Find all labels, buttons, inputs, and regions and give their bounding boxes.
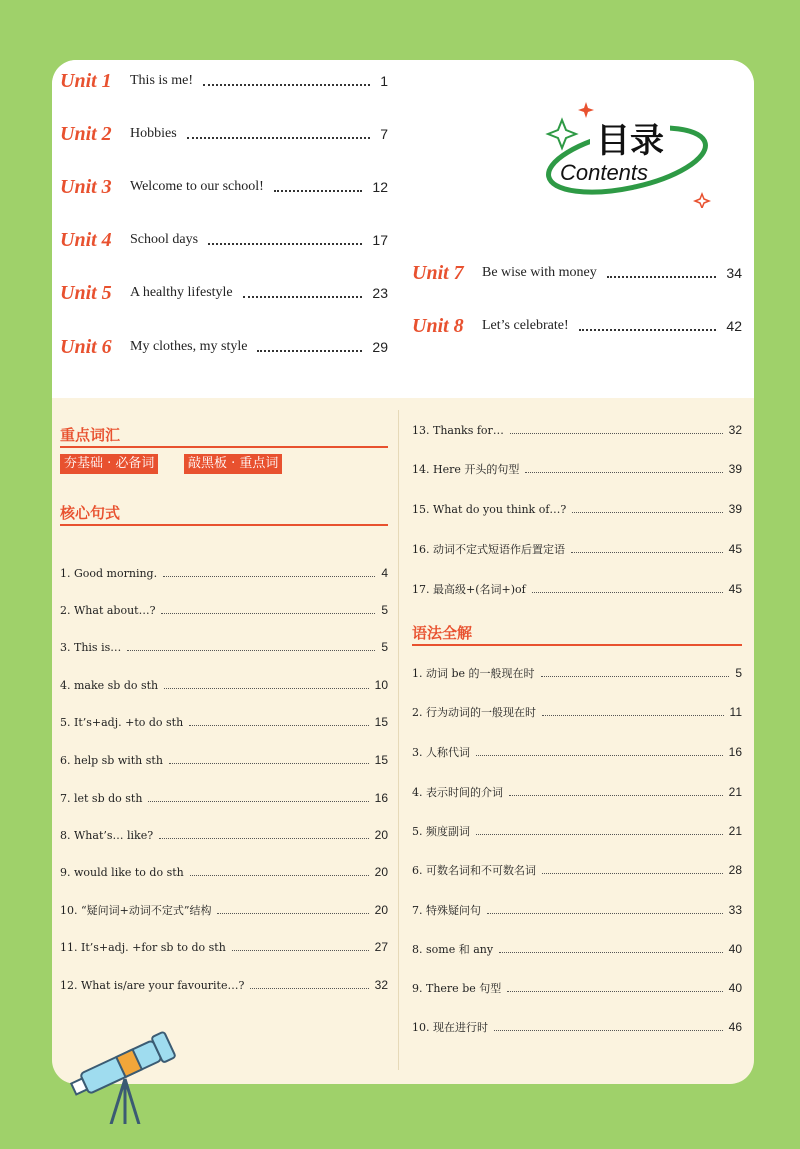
leader-dots [161,613,375,614]
item-text: 3. 人称代词 [412,746,470,759]
toc-item[interactable] [412,782,742,802]
item-text: 10. “疑问词+动词不定式”结构 [60,904,212,917]
leader-dots [607,276,717,278]
leader-dots [250,988,368,989]
toc-item[interactable] [60,825,388,845]
item-text: 1. 动词 be 的一般现在时 [412,667,535,680]
toc-item[interactable] [412,539,742,559]
column-divider [398,410,399,1070]
leader-dots [476,755,723,756]
item-page: 40 [728,981,742,995]
unit-title: Hobbies [130,126,177,141]
toc-item[interactable] [60,788,388,808]
toc-item[interactable] [412,499,742,519]
item-text: 5. 频度副词 [412,825,470,838]
grammar-rule [412,644,742,646]
unit-entry[interactable] [60,174,388,200]
item-page: 5 [735,666,742,680]
leader-dots [542,873,723,874]
item-page: 5 [381,640,388,654]
toc-item[interactable] [412,1017,742,1037]
item-page: 4 [381,566,388,580]
unit-label: Unit 2 [60,122,112,145]
unit-title: A healthy lifestyle [130,285,233,300]
unit-page: 42 [726,318,742,334]
telescope-icon [60,1004,190,1124]
item-text: 9. would like to do sth [60,865,184,879]
item-page: 5 [381,603,388,617]
item-page: 21 [728,824,742,838]
unit-label: Unit 4 [60,228,112,251]
leader-dots [571,552,723,553]
item-text: 13. Thanks for… [412,423,504,437]
leader-dots [541,676,730,677]
grammar-heading: 语法全解 [412,624,473,642]
leader-dots [217,913,368,914]
unit-page: 12 [372,179,388,195]
item-text: 11. It’s+adj. +for sb to do sth [60,940,226,954]
toc-item[interactable] [60,675,388,695]
item-page: 21 [728,785,742,799]
item-page: 11 [729,705,742,719]
item-text: 8. What’s… like? [60,828,154,842]
leader-dots [190,875,369,876]
contents-logo [542,98,712,208]
unit-entry[interactable] [412,313,742,339]
item-text: 8. some 和 any [412,943,494,956]
unit-page: 29 [372,339,388,355]
item-text: 3. This is… [60,640,122,654]
leader-dots [163,576,375,577]
leader-dots [542,715,724,716]
toc-item[interactable] [60,563,388,583]
item-text: 17. 最高级+(名词+)of [412,583,526,596]
item-text: 6. 可数名词和不可数名词 [412,864,536,877]
unit-entry[interactable] [412,260,742,286]
item-page: 45 [728,582,742,596]
item-page: 20 [374,903,388,917]
unit-title: Be wise with money [482,265,597,280]
item-page: 20 [374,865,388,879]
item-text: 10. 现在进行时 [412,1021,488,1034]
vocab-rule [60,446,388,448]
leader-dots [487,913,723,914]
unit-entry[interactable] [60,121,388,147]
toc-item[interactable] [412,939,742,959]
item-text: 12. What is/are your favourite…? [60,978,245,992]
logo-en-text: Contents [559,160,649,185]
vocab-tag-basic[interactable]: 夯基础 · 必备词 [60,454,158,474]
unit-entry[interactable] [60,334,388,360]
toc-item[interactable] [60,712,388,732]
unit-label: Unit 3 [60,175,112,198]
toc-item[interactable] [60,862,388,882]
toc-item[interactable] [412,821,742,841]
item-page: 33 [728,903,742,917]
unit-title: Let’s celebrate! [482,318,569,333]
unit-title: Welcome to our school! [130,179,264,194]
vocab-tag-key[interactable]: 敲黑板 · 重点词 [184,454,282,474]
unit-label: Unit 8 [412,314,464,337]
leader-dots [476,834,723,835]
toc-item[interactable] [60,937,388,957]
unit-label: Unit 6 [60,335,112,358]
toc-item[interactable] [60,637,388,657]
item-page: 39 [728,462,742,476]
item-text: 6. help sb with sth [60,753,163,767]
item-page: 45 [728,542,742,556]
unit-page: 17 [372,232,388,248]
leader-dots [499,952,723,953]
leader-dots [164,688,368,689]
unit-label: Unit 1 [60,69,112,92]
item-page: 28 [728,863,742,877]
leader-dots [579,329,717,331]
item-page: 46 [728,1020,742,1034]
leader-dots [203,84,370,86]
toc-item[interactable] [412,900,742,920]
item-text: 5. It’s+adj. +to do sth [60,715,184,729]
item-page: 32 [374,978,388,992]
item-page: 15 [374,715,388,729]
toc-item[interactable] [412,579,742,599]
contents-card [52,60,754,1084]
item-text: 2. 行为动词的一般现在时 [412,706,536,719]
item-text: 9. There be 句型 [412,982,502,995]
item-page: 16 [374,791,388,805]
leader-dots [232,950,369,951]
toc-item[interactable] [412,702,742,722]
leader-dots [159,838,369,839]
unit-label: Unit 5 [60,281,112,304]
leader-dots [208,243,362,245]
unit-page: 34 [726,265,742,281]
leader-dots [507,991,722,992]
leader-dots [257,350,362,352]
item-text: 4. make sb do sth [60,678,159,692]
leader-dots [572,512,722,513]
unit-page: 7 [380,126,388,142]
leader-dots [243,296,363,298]
unit-title: This is me! [130,73,193,88]
item-page: 39 [728,502,742,516]
item-page: 16 [728,745,742,759]
core-rule [60,524,388,526]
item-text: 7. let sb do sth [60,791,143,805]
toc-item[interactable] [60,975,388,995]
item-text: 14. Here 开头的句型 [412,463,520,476]
unit-page: 1 [380,73,388,89]
vocab-heading: 重点词汇 [60,426,121,444]
leader-dots [189,725,368,726]
toc-item[interactable] [60,900,388,920]
unit-label: Unit 7 [412,261,464,284]
item-text: 7. 特殊疑问句 [412,904,481,917]
item-text: 16. 动词不定式短语作后置定语 [412,543,565,556]
item-page: 40 [728,942,742,956]
leader-dots [510,433,723,434]
toc-item[interactable] [412,663,742,683]
item-text: 1. Good morning. [60,566,158,580]
toc-item[interactable] [412,420,742,440]
leader-dots [187,137,371,139]
item-text: 2. What about…? [60,603,156,617]
unit-title: School days [130,232,199,247]
item-page: 15 [374,753,388,767]
toc-item[interactable] [412,459,742,479]
toc-item[interactable] [412,860,742,880]
item-page: 10 [374,678,388,692]
leader-dots [274,190,363,192]
toc-item[interactable] [60,600,388,620]
logo-cn-text: 目录 [596,121,664,161]
toc-item[interactable] [412,978,742,998]
unit-title: My clothes, my style [130,339,248,354]
unit-entry[interactable] [60,280,388,306]
leader-dots [148,801,368,802]
leader-dots [169,763,369,764]
item-page: 32 [728,423,742,437]
toc-item[interactable] [60,750,388,770]
item-page: 20 [374,828,388,842]
toc-item[interactable] [412,742,742,762]
item-page: 27 [374,940,388,954]
leader-dots [532,592,723,593]
leader-dots [509,795,723,796]
core-heading: 核心句式 [60,504,121,522]
item-text: 4. 表示时间的介词 [412,786,503,799]
unit-entry[interactable] [60,227,388,253]
leader-dots [525,472,722,473]
leader-dots [127,650,375,651]
unit-page: 23 [372,285,388,301]
unit-entry[interactable] [60,68,388,94]
unit-list-panel [52,60,754,398]
item-text: 15. What do you think of…? [412,502,567,516]
leader-dots [494,1030,723,1031]
